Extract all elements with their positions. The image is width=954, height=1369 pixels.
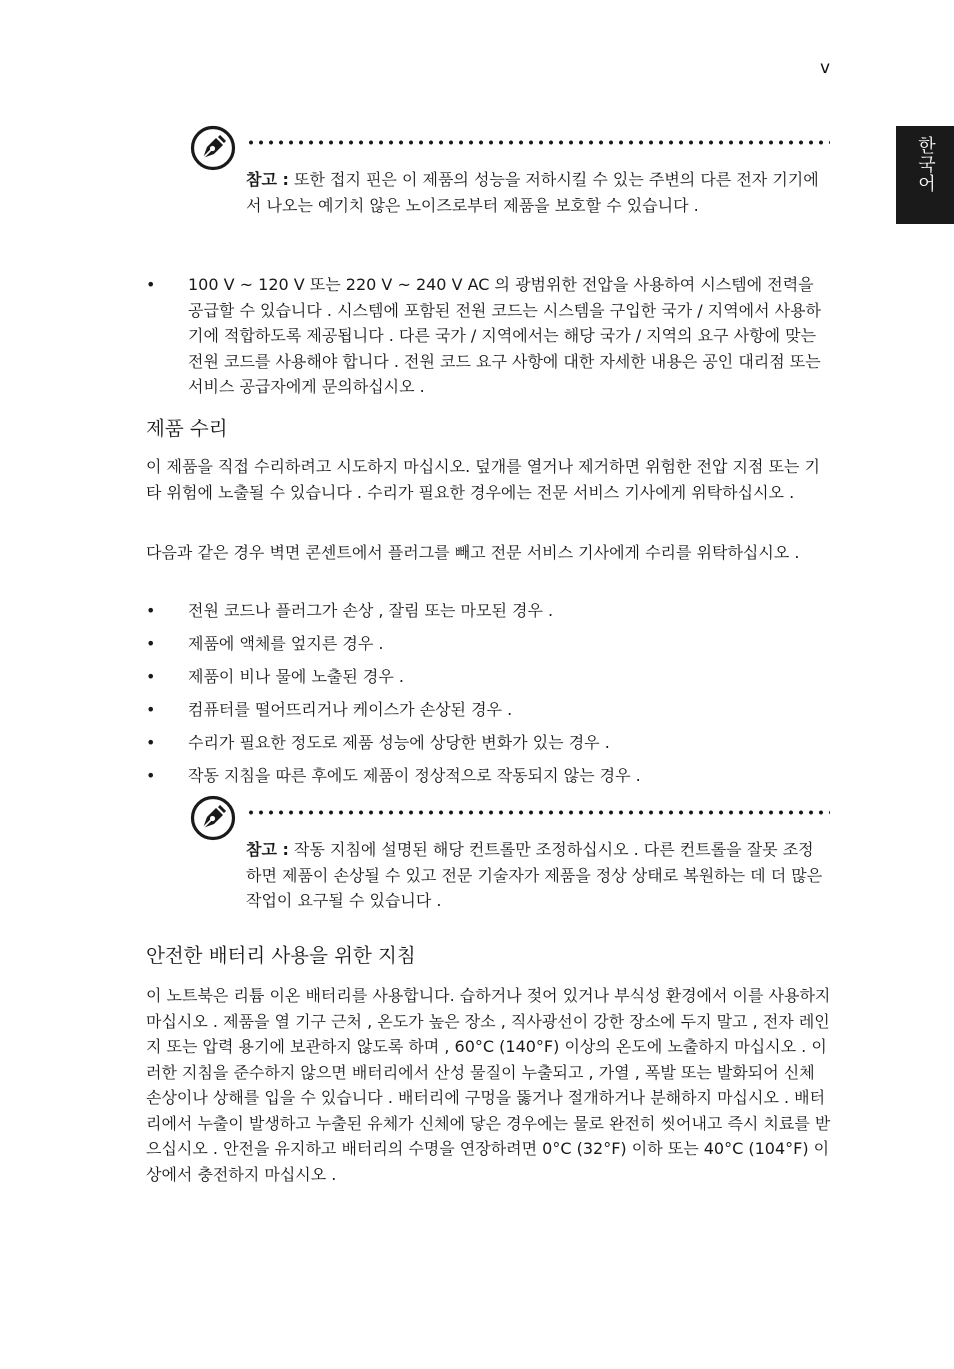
bullet-icon: • xyxy=(146,601,156,620)
list-item xyxy=(146,598,831,624)
bullet-icon: • xyxy=(146,733,156,752)
list-item-text: 제품이 비나 물에 노출된 경우 . xyxy=(188,667,404,686)
language-tab xyxy=(896,126,954,224)
page-number: v xyxy=(819,58,830,78)
bullet-icon: • xyxy=(146,766,156,785)
note-text xyxy=(246,837,826,914)
note-label: 참고 : xyxy=(246,840,289,859)
paragraph-battery: 이 노트북은 리튬 이온 배터리를 사용합니다. 습하거나 젖어 있거나 부식성 환경에서 이를 사용하지 마십시오 . 제품을 열 기구 근처 , 온도가 높은 장소 , 직사광선이 강한 장소에 두지 말고 , 전자 레인지 또는 압력 용기에 보관하지 않도록 하며 , 60°C (140°F) 이상의 온도에 노출하지 마십시오 . 이러한 지침을 준수하지 않으면 배터리에서 산성 물질이 누출되고 , 가열 , 폭발 또는 발화되어 신체 손상이나 상해를 입을 수 있습니다 . 배터리에 구멍을 뚫거나 절개하거나 분해하지 마십시오 . 배터리에서 누출이 발생하고 누출된 유체가 신체에 닿은 경우에는 물로 완전히 씻어내고 즉시 치료를 받으십시오 . 안전을 유지하고 배터리의 수명을 연장하려면 0°C (32°F) 이하 또는 40°C (104°F) 이상에서 충전하지 마십시오 . xyxy=(146,986,831,1184)
pen-nib-note-icon xyxy=(190,795,236,841)
note-body: 작동 지침에 설명된 해당 컨트롤만 조정하십시오 . 다른 컨트롤을 잘못 조정하면 제품이 손상될 수 있고 전문 기술자가 제품을 정상 상태로 복원하는 데 더 많은 작업이 요구될 수 있습니다 . xyxy=(246,840,823,910)
note-divider xyxy=(246,810,830,815)
list-item-text: 작동 지침을 따른 후에도 제품이 정상적으로 작동되지 않는 경우 . xyxy=(188,766,641,785)
list-item xyxy=(146,763,831,789)
list-item-text: 수리가 필요한 정도로 제품 성능에 상당한 변화가 있는 경우 . xyxy=(188,733,610,752)
list-item-text: 100 V ~ 120 V 또는 220 V ~ 240 V AC 의 광범위한 전압을 사용하여 시스템에 전력을 공급할 수 있습니다 . 시스템에 포함된 전원 코드는 시스템을 구입한 국가 / 지역에서 사용하기에 적합하도록 제공됩니다 . 다른 국가 / 지역에서는 해당 국가 / 지역의 요구 사항에 맞는 전원 코드를 사용해야 합니다 . 전원 코드 요구 사항에 대한 자세한 내용은 공인 대리점 또는 서비스 공급자에게 문의하십시오 . xyxy=(188,275,822,396)
bullet-icon: • xyxy=(146,667,156,686)
list-item-power xyxy=(146,272,831,400)
note-box-grounding xyxy=(190,125,830,245)
bullet-icon: • xyxy=(146,275,156,294)
note-divider xyxy=(246,140,830,145)
list-item-text: 전원 코드나 플러그가 손상 , 잘림 또는 마모된 경우 . xyxy=(188,601,554,620)
note-label: 참고 : xyxy=(246,170,289,189)
list-item xyxy=(146,730,831,756)
list-item-text: 컴퓨터를 떨어뜨리거나 케이스가 손상된 경우 . xyxy=(188,700,513,719)
list-item xyxy=(146,664,831,690)
list-item xyxy=(146,697,831,723)
pen-nib-note-icon xyxy=(190,125,236,171)
bullet-icon: • xyxy=(146,634,156,653)
paragraph-repair-2: 다음과 같은 경우 벽면 콘센트에서 플러그를 빼고 전문 서비스 기사에게 수리를 위탁하십시오 . xyxy=(146,543,800,562)
section-heading-repair: 제품 수리 xyxy=(146,417,228,440)
note-body: 또한 접지 핀은 이 제품의 성능을 저하시킬 수 있는 주변의 다른 전자 기기에서 나오는 예기치 않은 노이즈로부터 제품을 보호할 수 있습니다 . xyxy=(246,170,819,215)
bullet-icon: • xyxy=(146,700,156,719)
language-tab-label: 한국어 xyxy=(915,136,936,193)
paragraph-repair-1: 이 제품을 직접 수리하려고 시도하지 마십시오. 덮개를 열거나 제거하면 위험한 전압 지점 또는 기타 위험에 노출될 수 있습니다 . 수리가 필요한 경우에는 전문 서비스 기사에게 위탁하십시오 . xyxy=(146,457,820,502)
list-item-text: 제품에 액체를 엎지른 경우 . xyxy=(188,634,384,653)
list-item xyxy=(146,631,831,657)
note-text xyxy=(246,167,826,218)
section-heading-battery: 안전한 배터리 사용을 위한 지침 xyxy=(146,944,416,967)
note-box-controls xyxy=(190,795,830,915)
